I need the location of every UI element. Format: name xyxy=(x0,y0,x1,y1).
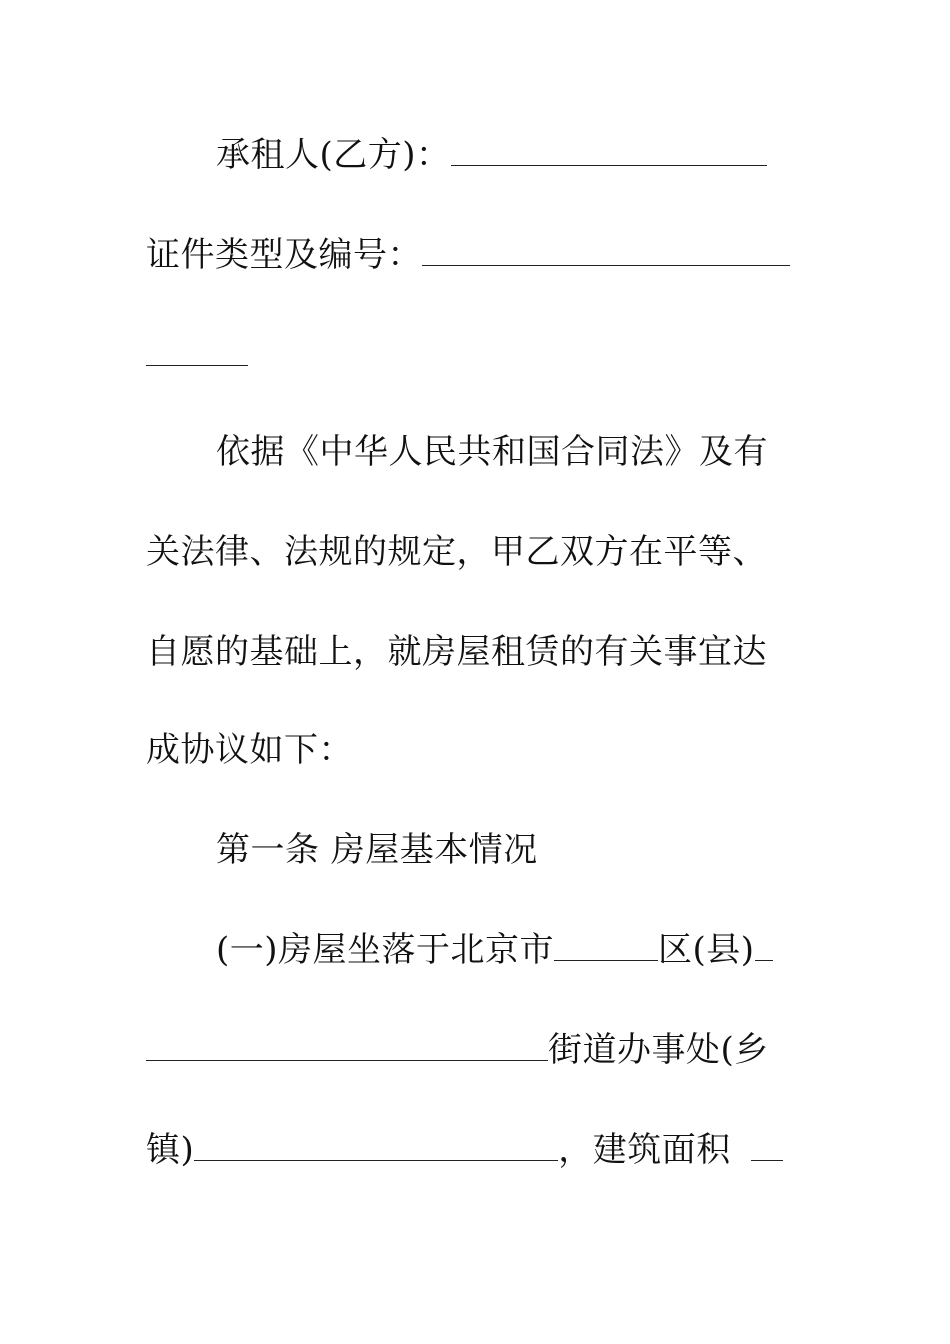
lessee-blank xyxy=(451,135,767,166)
intro-line-2 xyxy=(146,532,767,572)
intro-text-2: 关法律、法规的规定，甲乙双方在平等、 xyxy=(146,532,767,572)
intro-text-3: 自愿的基础上，就房屋租赁的有关事宜达 xyxy=(146,632,767,672)
area-blank xyxy=(751,1130,783,1161)
id-blank xyxy=(422,235,790,266)
intro-text-4: 成协议如下： xyxy=(146,730,353,770)
id-line xyxy=(146,235,790,275)
item-1-line-1 xyxy=(216,930,773,970)
intro-text-1: 依据《中华人民共和国合同法》及有 xyxy=(216,432,768,472)
id-blank-continued xyxy=(146,335,248,366)
intro-line-1 xyxy=(216,432,768,472)
item-1-prefix: (一)房屋坐落于北京市 xyxy=(216,930,555,970)
street-blank xyxy=(146,1030,548,1061)
intro-line-3 xyxy=(146,632,767,672)
item-1-line-3 xyxy=(146,1130,783,1170)
item-1-area-label: ，建筑面积 xyxy=(558,1130,731,1170)
county-blank-start xyxy=(755,930,773,961)
article-1-title-text: 第一条 房屋基本情况 xyxy=(216,830,538,870)
lessee-line xyxy=(216,135,767,175)
item-1-line-2 xyxy=(146,1030,769,1070)
intro-line-4 xyxy=(146,730,353,770)
lessee-label: 承租人(乙方)： xyxy=(216,135,451,175)
item-1-town-label: 镇) xyxy=(146,1130,195,1170)
article-1-title xyxy=(216,830,538,870)
district-blank xyxy=(554,930,658,961)
item-1-district-label: 区(县) xyxy=(658,930,755,970)
id-continuation-line xyxy=(146,335,248,375)
id-label: 证件类型及编号： xyxy=(146,235,422,275)
item-1-street-label: 街道办事处(乡 xyxy=(548,1030,769,1070)
town-blank xyxy=(194,1130,558,1161)
